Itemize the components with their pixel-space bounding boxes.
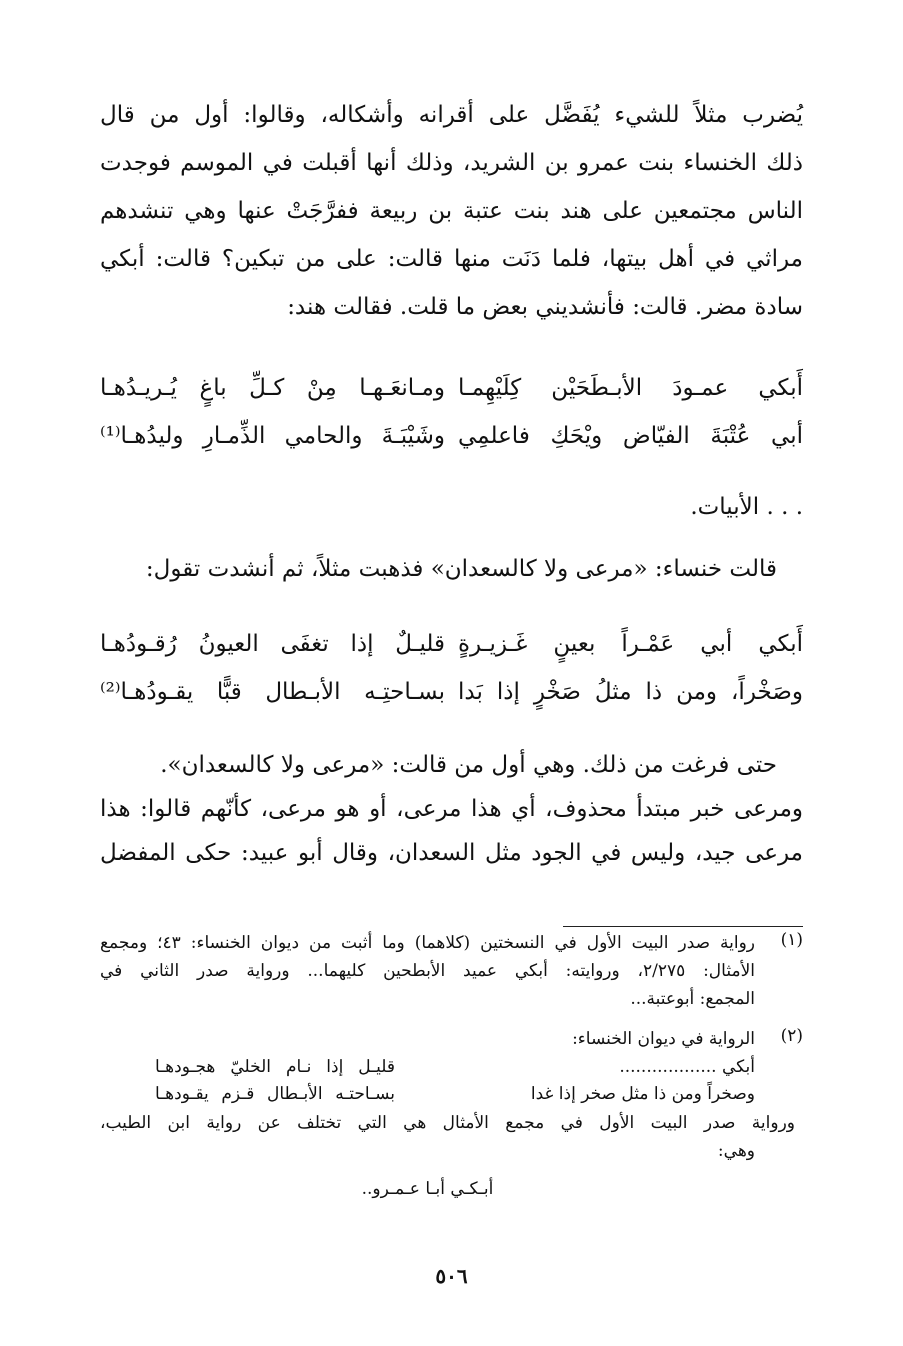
- footnote-poem: [100, 1054, 755, 1108]
- footnote-verse-line: [100, 1081, 755, 1108]
- verse-first-hemistich: أَبكي أبي عَمْـراً بعينٍ غَـزيـرةٍ: [458, 631, 803, 657]
- verse-first-hemistich: أَبكي عمـودَ الأبـطَحَيْن كِلَيْهِمـا: [458, 375, 803, 401]
- poem-2: [100, 620, 803, 720]
- poem-1: [100, 364, 803, 464]
- text-line: يُضرب مثلاً للشيء يُفَضَّل على أقرانه وأشكاله، وقالوا: أول من قال: [100, 102, 803, 128]
- verse-second-hemistich: وشَيْبَـةَ والحامي الذِّمـارِ وليدُهـا⁽¹⁾: [100, 423, 445, 449]
- text-line: ذلك الخنساء بنت عمرو بن الشريد، وذلك أنها أقبلت في الموسم فوجدت: [100, 150, 803, 176]
- footnote-2: [100, 1026, 795, 1226]
- footnote-separator: [563, 926, 803, 927]
- ellipsis-line: [100, 484, 803, 530]
- verse-line: [100, 620, 803, 668]
- footnote-line: رواية صدر البيت الأول في النسختين (كلاهما) وما أثبت من ديوان الخنساء: ٤٣؛ ومجمع: [100, 933, 755, 953]
- verse-first-hemistich: أبكي ..................: [619, 1057, 755, 1077]
- paragraph-2: [100, 546, 803, 592]
- verse-line: [100, 364, 803, 412]
- footnote-hemistich: أبـكـي أبـا عـمـرو..: [361, 1179, 494, 1199]
- paragraph-1: [100, 92, 803, 332]
- footnote-line: المجمع: أبوعتبة...: [630, 989, 755, 1009]
- text-line: الناس مجتمعين على هند بنت عتبة بن ربيعة ففرَّجَتْ عنها وهي تنشدهم: [100, 198, 803, 224]
- verse-second-hemistich: بسـاحتـه الأبـطال قـزم يقـودهـا: [155, 1084, 395, 1104]
- footnote-number: (٢): [780, 1026, 803, 1046]
- footnote-line: ورواية صدر البيت الأول في مجمع الأمثال هي التي تختلف عن رواية ابن الطيب،: [100, 1113, 795, 1133]
- abyat-text: . . . الأبيات.: [690, 494, 803, 520]
- footnote-verse-line: [100, 1054, 755, 1081]
- verse-first-hemistich: أبي عُتْبَةَ الفيّاض ويْحَكِ فاعلمِي: [458, 423, 803, 449]
- footnote-line: الأمثال: ٢/٢٧٥، وروايته: أبكي عميد الأبطحين كليهما... ورواية صدر الثاني في: [100, 961, 755, 981]
- verse-first-hemistich: وصخراً ومن ذا مثل صخر إذا غدا: [530, 1084, 755, 1104]
- verse-line: [100, 412, 803, 460]
- page-number: ٥٠٦: [435, 1264, 468, 1288]
- paragraph-3: [100, 742, 803, 886]
- text-line: ومرعى خبر مبتدأ محذوف، أي هذا مرعى، أو هو مرعى، كأنّهم قالوا: هذا: [100, 796, 803, 822]
- verse-second-hemistich: ومـانعَـهـا مِنْ كـلِّ باغٍ يُـريـدُهـا: [100, 375, 445, 401]
- text-line: مرعى جيد، وليس في الجود مثل السعدان، وقال أبو عبيد: حكى المفضل: [100, 840, 803, 866]
- text-line: مراثي في أهل بيتها، فلما دَنَت منها قالت: على من تبكين؟ قالت: أبكي: [100, 246, 803, 272]
- footnote-line: وهي:: [717, 1141, 755, 1161]
- footnote-1: [100, 930, 755, 1014]
- text-line: قالت خنساء: «مرعى ولا كالسعدان» فذهبت مثلاً، ثم أنشدت تقول:: [145, 556, 777, 582]
- footnote-number: (١): [780, 930, 803, 950]
- text-line: سادة مضر. قالت: فأنشديني بعض ما قلت. فقالت هند:: [287, 294, 803, 320]
- verse-first-hemistich: وصَخْراً، ومن ذا مثلُ صَخْرٍ إذا بَدا: [458, 679, 803, 705]
- verse-second-hemistich: قليـلٌ إذا تغفَى العيونُ رُقـودُهـا: [100, 631, 445, 657]
- text-line: حتى فرغت من ذلك. وهي أول من قالت: «مرعى ولا كالسعدان».: [160, 752, 777, 778]
- footnote-line: الرواية في ديوان الخنساء:: [572, 1029, 755, 1049]
- verse-second-hemistich: بسـاحتِـه الأبـطال قبًّا يقـودُهـا⁽²⁾: [100, 679, 445, 705]
- verse-second-hemistich: قليـل إذا نـام الخليّ هجـودهـا: [155, 1057, 395, 1077]
- verse-line: [100, 668, 803, 716]
